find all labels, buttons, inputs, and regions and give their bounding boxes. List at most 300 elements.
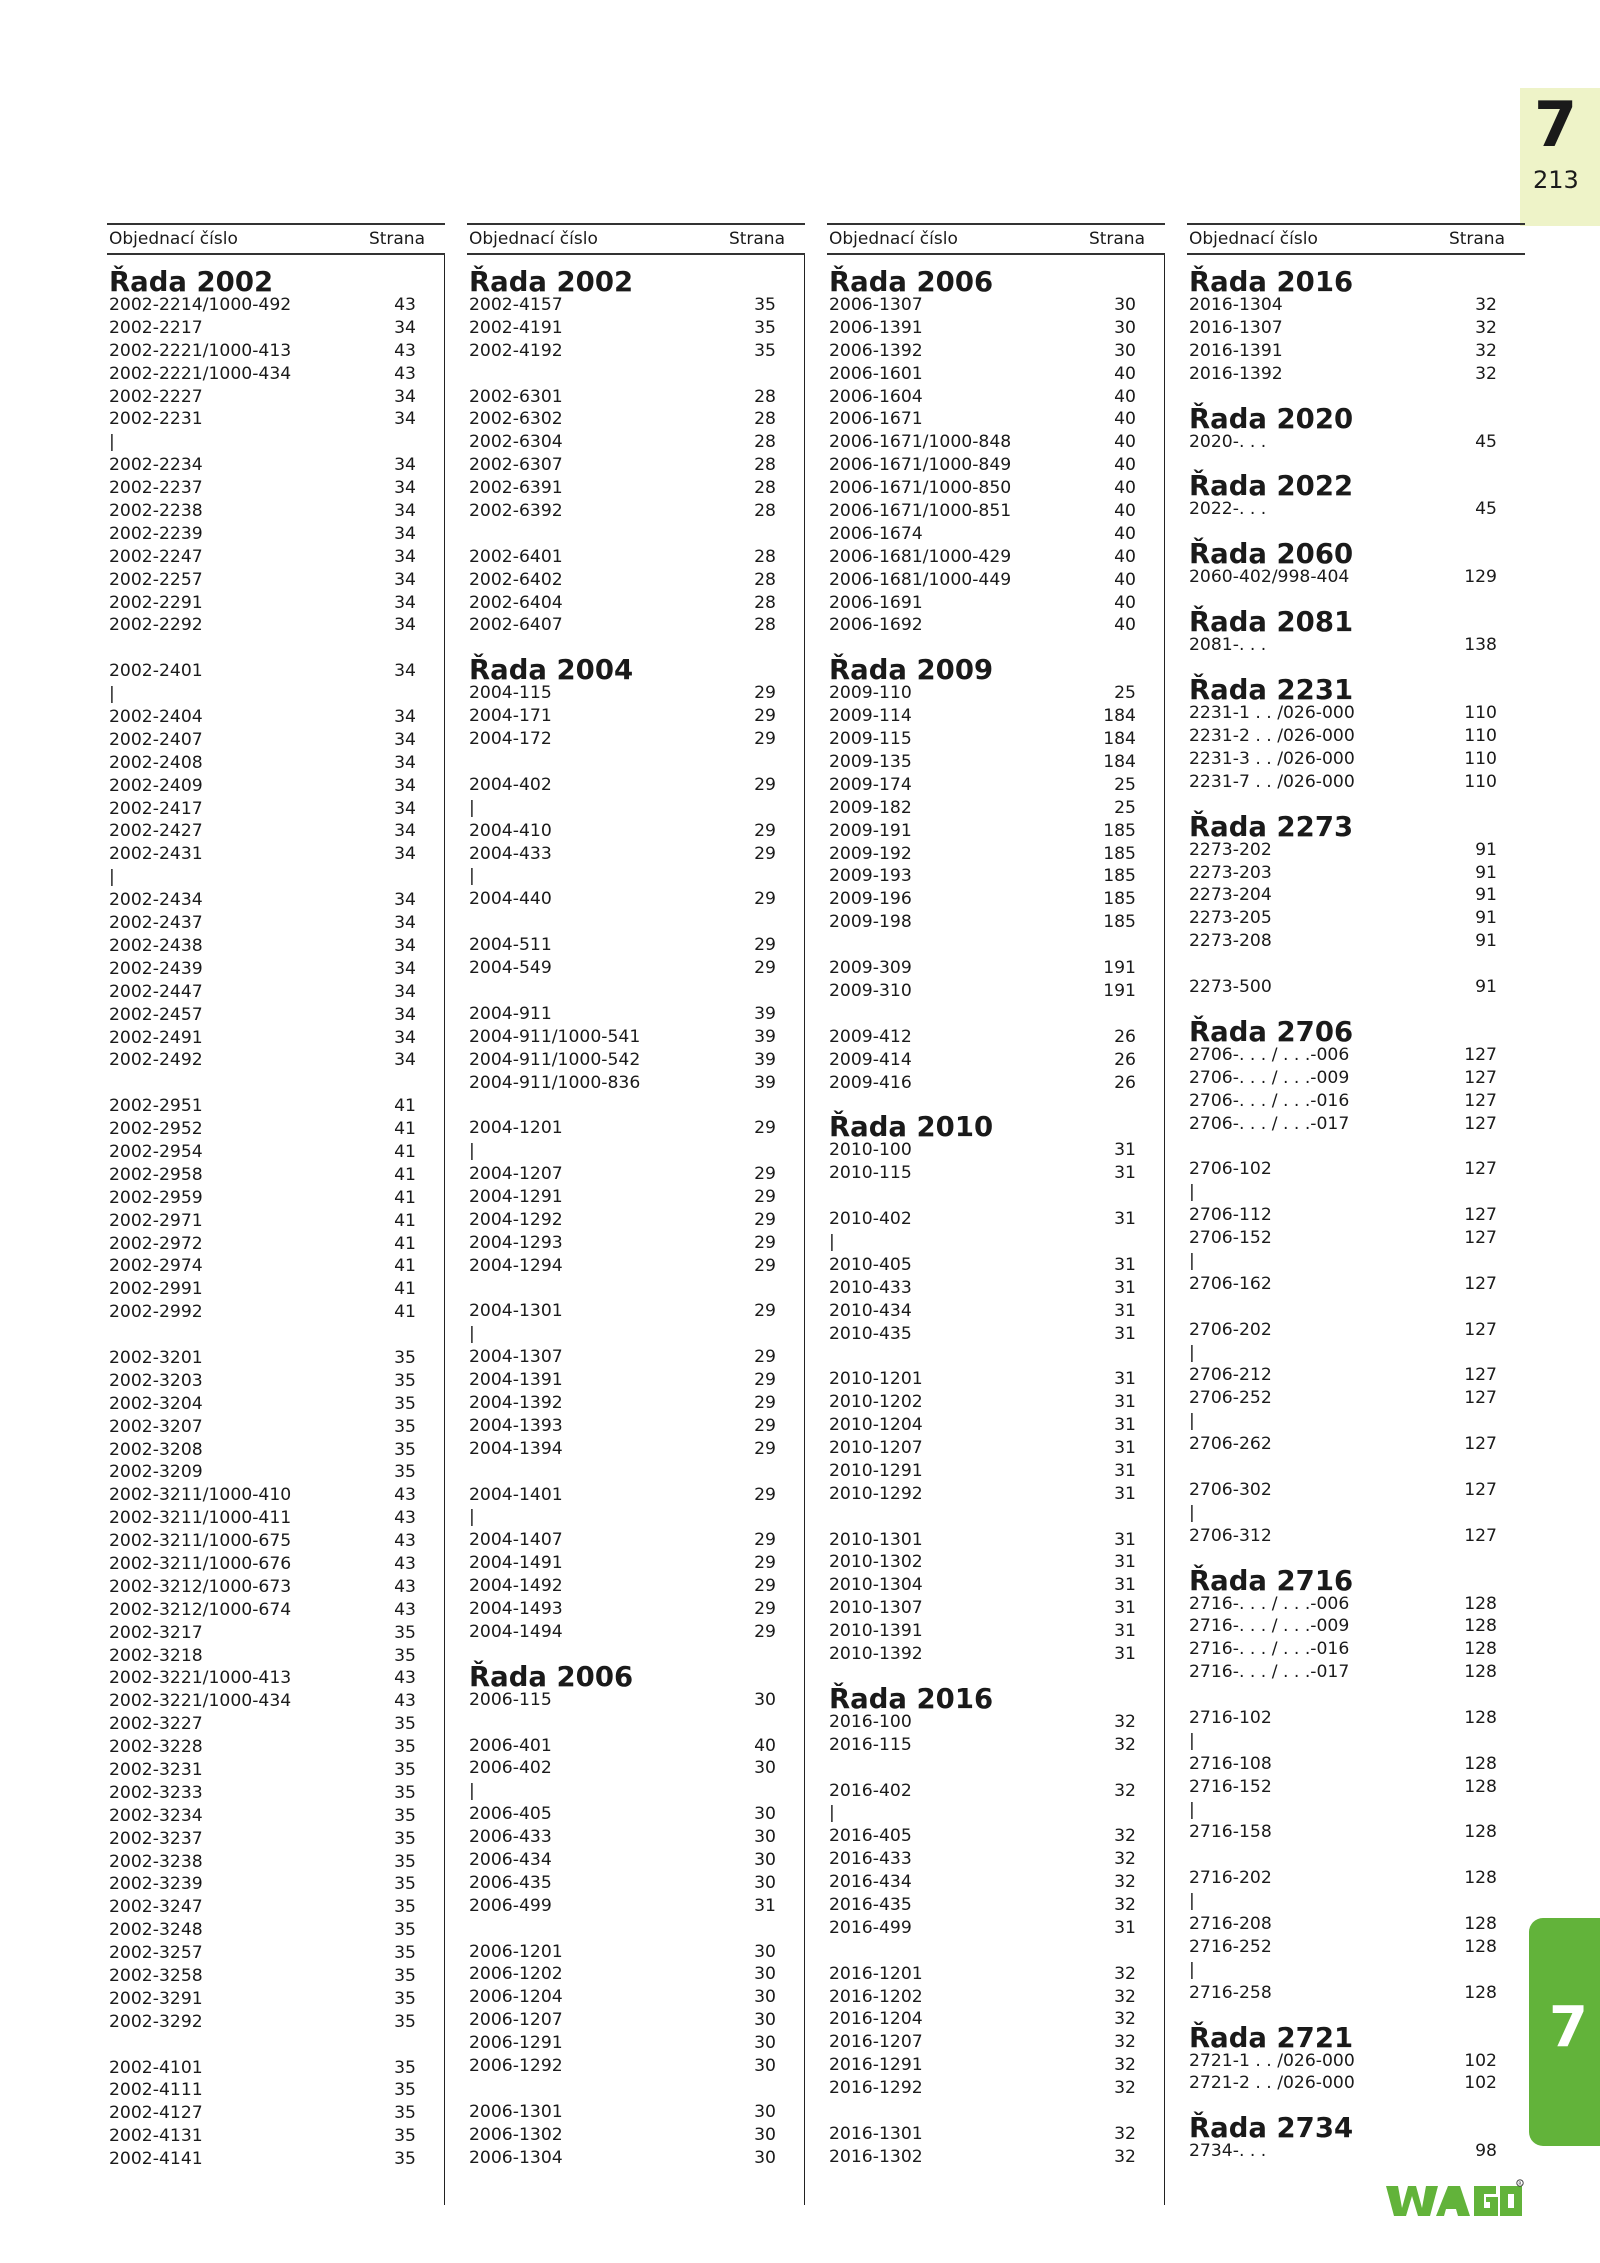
page-reference: 30	[754, 1827, 776, 1848]
index-row	[827, 1139, 1164, 1162]
page-reference: 26	[1114, 1026, 1136, 1047]
page-reference: 40	[754, 1735, 776, 1756]
index-row	[1187, 566, 1525, 589]
order-number: 2022-. . .	[1189, 499, 1267, 520]
index-row	[467, 1598, 804, 1621]
page-reference: 185	[1103, 866, 1136, 887]
index-row	[107, 1782, 444, 1805]
page-reference: 35	[394, 2149, 416, 2170]
index-row	[1187, 1661, 1525, 1684]
page-reference: 29	[754, 774, 776, 795]
order-number: 2006-1392	[829, 340, 923, 361]
order-number: 2004-1301	[469, 1301, 563, 1322]
index-row	[467, 1117, 804, 1140]
index-row	[107, 2125, 444, 2148]
page-reference: 25	[1114, 683, 1136, 704]
page-reference: 127	[1464, 1090, 1497, 1111]
index-row	[107, 981, 444, 1004]
order-number: 2716-102	[1189, 1707, 1272, 1728]
order-number: 2002-2404	[109, 707, 203, 728]
order-number: 2004-911/1000-541	[469, 1026, 641, 1047]
index-row	[467, 1689, 804, 1712]
order-number: |	[1189, 1342, 1195, 1363]
index-row	[107, 1393, 444, 1416]
order-number: 2231-7 . . /026-000	[1189, 771, 1355, 792]
page-reference: 43	[394, 1599, 416, 1620]
index-row	[827, 1437, 1164, 1460]
order-number: 2006-1292	[469, 2056, 563, 2077]
index-row	[827, 1551, 1164, 1574]
order-number: 2706-152	[1189, 1228, 1272, 1249]
index-row	[1187, 1090, 1525, 1113]
order-number: 2006-1302	[469, 2124, 563, 2145]
order-number: 2004-172	[469, 729, 552, 750]
index-row	[1187, 839, 1525, 862]
order-number: 2002-3211/1000-675	[109, 1531, 292, 1552]
page-reference: 34	[394, 913, 416, 934]
order-number: 2006-1601	[829, 363, 923, 384]
order-number: 2716-202	[1189, 1868, 1272, 1889]
index-row	[107, 1187, 444, 1210]
index-row	[467, 728, 804, 751]
index-row	[1187, 907, 1525, 930]
page-reference: 43	[394, 1508, 416, 1529]
page-reference: 32	[1475, 363, 1497, 384]
index-row	[827, 500, 1164, 523]
page-reference: 128	[1464, 1776, 1497, 1797]
order-number: 2002-2954	[109, 1141, 203, 1162]
order-number: 2002-4111	[109, 2080, 203, 2101]
order-number: 2016-1207	[829, 2032, 923, 2053]
index-row	[107, 363, 444, 386]
index-row	[107, 660, 444, 683]
row-gap	[107, 1072, 444, 1095]
page-reference	[732, 1780, 776, 1803]
page-reference: 128	[1464, 1913, 1497, 1934]
order-number: 2002-2437	[109, 913, 203, 934]
index-row	[467, 1232, 804, 1255]
page-reference: 28	[754, 432, 776, 453]
index-row	[827, 1231, 1164, 1254]
row-gap	[827, 2100, 1164, 2123]
page-reference: 35	[394, 1897, 416, 1918]
page-reference: 43	[394, 1485, 416, 1506]
index-row	[467, 614, 804, 637]
page-reference: 29	[754, 1370, 776, 1391]
page-reference: 40	[1114, 615, 1136, 636]
page-reference: 29	[754, 706, 776, 727]
order-number: 2009-193	[829, 866, 912, 887]
series-heading: Řada 2006	[829, 266, 994, 298]
page-reference: 31	[1114, 1598, 1136, 1619]
index-row	[1187, 748, 1525, 771]
page-reference: 32	[1114, 1711, 1136, 1732]
order-number: 2004-115	[469, 683, 552, 704]
index-row	[107, 1439, 444, 1462]
index-row	[1187, 1364, 1525, 1387]
order-number: 2010-1202	[829, 1392, 923, 1413]
chapter-side-tab[interactable]	[1529, 1918, 1600, 2146]
order-number: 2002-2247	[109, 546, 203, 567]
index-row	[827, 2008, 1164, 2031]
index-row	[107, 1004, 444, 1027]
page-reference: 127	[1464, 1525, 1497, 1546]
index-row	[467, 1735, 804, 1758]
index-row	[827, 477, 1164, 500]
page-reference: 34	[394, 752, 416, 773]
series-heading: Řada 2010	[829, 1111, 994, 1144]
page-reference: 29	[754, 1392, 776, 1413]
series-heading: Řada 2721	[1189, 2021, 1354, 2054]
order-number: 2004-1391	[469, 1370, 563, 1391]
index-row	[467, 1552, 804, 1575]
page-reference: 31	[1114, 1575, 1136, 1596]
order-number: 2016-402	[829, 1780, 912, 1801]
page-reference: 43	[394, 1691, 416, 1712]
page-reference: 40	[1114, 592, 1136, 613]
page-reference: 39	[754, 1026, 776, 1047]
order-number: |	[469, 866, 475, 887]
index-row	[1187, 862, 1525, 885]
series-heading: Řada 2016	[1189, 266, 1354, 298]
index-row	[827, 1574, 1164, 1597]
order-number: 2002-2409	[109, 775, 203, 796]
page-reference: 35	[754, 340, 776, 361]
page-reference: 128	[1464, 1822, 1497, 1843]
order-number: 2004-1292	[469, 1209, 563, 1230]
index-row	[1187, 1936, 1525, 1959]
index-row	[467, 500, 804, 523]
index-row	[827, 1848, 1164, 1871]
index-row	[467, 774, 804, 797]
page-reference: 110	[1464, 703, 1497, 724]
index-row	[107, 1942, 444, 1965]
order-number: 2016-1204	[829, 2009, 923, 2030]
order-number: 2002-2408	[109, 752, 203, 773]
series-heading: Řada 2716	[1189, 1564, 1354, 1597]
page-reference: 35	[394, 1737, 416, 1758]
index-row	[827, 614, 1164, 637]
page-reference: 128	[1464, 1639, 1497, 1660]
page-reference: 34	[394, 592, 416, 613]
order-number: 2002-3247	[109, 1897, 203, 1918]
order-number: 2004-402	[469, 774, 552, 795]
order-number: 2002-3258	[109, 1966, 203, 1987]
order-number: 2002-2401	[109, 661, 203, 682]
index-row	[107, 386, 444, 409]
order-number: |	[469, 1324, 475, 1345]
order-number: 2006-1671/1000-849	[829, 455, 1012, 476]
order-number: 2002-4131	[109, 2126, 203, 2147]
index-row	[467, 477, 804, 500]
order-number: 2010-1301	[829, 1529, 923, 1550]
header-order-number: Objednací číslo	[109, 229, 238, 249]
page-reference	[1092, 1231, 1136, 1254]
order-number: 2081-. . .	[1189, 635, 1267, 656]
row-gap	[107, 1324, 444, 1347]
index-row	[467, 1186, 804, 1209]
order-number: 2002-4141	[109, 2149, 203, 2170]
page-reference: 102	[1464, 2073, 1497, 2094]
page-reference: 34	[394, 386, 416, 407]
order-number: 2004-1493	[469, 1598, 563, 1619]
page-reference: 35	[394, 1714, 416, 1735]
order-number: 2009-115	[829, 729, 912, 750]
index-row	[1187, 1433, 1525, 1456]
order-number: 2006-433	[469, 1827, 552, 1848]
page-reference: 35	[394, 1645, 416, 1666]
index-row	[107, 569, 444, 592]
page-reference: 34	[394, 1050, 416, 1071]
series-heading: Řada 2081	[1189, 606, 1354, 639]
page-reference: 32	[1114, 1963, 1136, 1984]
page-reference: 34	[394, 523, 416, 544]
index-row	[827, 797, 1164, 820]
page-reference: 35	[754, 317, 776, 338]
page-reference	[1453, 1959, 1497, 1982]
index-row	[467, 546, 804, 569]
page-reference: 35	[754, 295, 776, 315]
index-row	[1187, 294, 1525, 317]
row-gap	[107, 2034, 444, 2057]
page-reference: 34	[394, 455, 416, 476]
row-gap	[467, 1461, 804, 1484]
page-reference: 34	[394, 661, 416, 682]
index-row	[107, 843, 444, 866]
index-row	[467, 1438, 804, 1461]
order-number: 2002-2407	[109, 729, 203, 750]
page-reference: 28	[754, 455, 776, 476]
page-reference: 30	[754, 1941, 776, 1962]
index-row	[107, 1553, 444, 1576]
page-reference	[1453, 1730, 1497, 1753]
page-reference: 34	[394, 546, 416, 567]
index-row	[107, 912, 444, 935]
index-row	[107, 2148, 444, 2171]
index-row	[107, 1576, 444, 1599]
order-number: 2002-6301	[469, 386, 563, 407]
series-heading: Řada 2020	[1189, 402, 1354, 435]
order-number: 2004-911/1000-542	[469, 1049, 641, 1070]
index-row	[1187, 1158, 1525, 1181]
index-row	[467, 1621, 804, 1644]
order-number: 2716-. . . / . . .-016	[1189, 1639, 1350, 1660]
page-reference: 34	[394, 501, 416, 522]
index-row	[467, 1140, 804, 1163]
page-reference: 39	[754, 1003, 776, 1024]
order-number: 2002-2214/1000-492	[109, 295, 292, 315]
order-number: |	[1189, 1959, 1195, 1980]
order-number: 2273-202	[1189, 839, 1272, 860]
order-number: 2002-2971	[109, 1210, 203, 1231]
page-reference: 32	[1114, 1826, 1136, 1847]
page-reference: 34	[394, 935, 416, 956]
index-row	[827, 865, 1164, 888]
row-gap	[1187, 1844, 1525, 1867]
page-reference: 35	[394, 1988, 416, 2009]
order-number: 2002-3212/1000-674	[109, 1599, 292, 1620]
page-reference: 29	[754, 1164, 776, 1185]
index-row	[467, 2032, 804, 2055]
order-number: 2006-1681/1000-429	[829, 546, 1012, 567]
index-row	[1187, 1410, 1525, 1433]
index-row	[467, 1072, 804, 1095]
page-reference: 30	[754, 2056, 776, 2077]
page-reference: 32	[1114, 1986, 1136, 2007]
order-number: 2706-262	[1189, 1434, 1272, 1455]
page-reference	[732, 1506, 776, 1529]
page-reference: 91	[1475, 977, 1497, 998]
index-row	[827, 1277, 1164, 1300]
page-reference: 127	[1464, 1228, 1497, 1249]
order-number: |	[1189, 1502, 1195, 1523]
page-reference: 30	[754, 2147, 776, 2168]
index-row	[827, 1483, 1164, 1506]
order-number: 2002-3257	[109, 1943, 203, 1964]
order-number: 2010-1204	[829, 1415, 923, 1436]
page-reference: 185	[1103, 820, 1136, 841]
index-row	[107, 1347, 444, 1370]
order-number: |	[109, 684, 115, 705]
page-reference: 35	[394, 1439, 416, 1460]
page-reference: 43	[394, 295, 416, 315]
page-reference: 32	[1114, 1780, 1136, 1801]
page-reference: 31	[1114, 1209, 1136, 1230]
page-reference: 29	[754, 1347, 776, 1368]
index-row	[1187, 1479, 1525, 1502]
order-number: 2009-182	[829, 797, 912, 818]
order-number: 2002-3211/1000-676	[109, 1553, 292, 1574]
order-number: 2016-100	[829, 1711, 912, 1732]
order-number: 2004-511	[469, 935, 552, 956]
index-row	[107, 775, 444, 798]
order-number: 2002-6391	[469, 478, 563, 499]
page-reference: 31	[1114, 1369, 1136, 1390]
index-row	[107, 820, 444, 843]
index-row	[827, 340, 1164, 363]
page-reference: 34	[394, 775, 416, 796]
order-number: 2004-1494	[469, 1621, 563, 1642]
index-row	[1187, 1982, 1525, 2005]
column-body	[1187, 255, 1525, 2205]
page-reference: 128	[1464, 1936, 1497, 1957]
page-reference: 184	[1103, 729, 1136, 750]
order-number: 2060-402/998-404	[1189, 567, 1350, 588]
order-number: 2002-2439	[109, 958, 203, 979]
order-number: 2734-. . .	[1189, 2141, 1267, 2162]
order-number: 2006-1204	[469, 1987, 563, 2008]
index-row	[107, 1530, 444, 1553]
page-reference: 28	[754, 386, 776, 407]
page-reference: 30	[754, 2101, 776, 2122]
page-reference: 34	[394, 409, 416, 430]
page-reference: 127	[1464, 1159, 1497, 1180]
index-row	[1187, 1776, 1525, 1799]
order-number: 2002-3292	[109, 2011, 203, 2032]
order-number: 2006-1291	[469, 2033, 563, 2054]
index-row	[107, 500, 444, 523]
index-row	[1187, 1113, 1525, 1136]
index-row	[1187, 930, 1525, 953]
index-row	[467, 820, 804, 843]
index-row	[827, 2123, 1164, 2146]
header-page: Strana	[1448, 229, 1505, 249]
index-row	[1187, 1319, 1525, 1342]
page-reference: 127	[1464, 1205, 1497, 1226]
page-reference: 128	[1464, 1707, 1497, 1728]
order-number: 2006-1671/1000-851	[829, 501, 1012, 522]
order-number: 2002-2974	[109, 1256, 203, 1277]
page-reference: 91	[1475, 839, 1497, 860]
index-row	[467, 797, 804, 820]
index-row	[827, 682, 1164, 705]
series-heading: Řada 2060	[1189, 538, 1354, 571]
order-number: 2002-2291	[109, 592, 203, 613]
order-number: |	[1189, 1250, 1195, 1271]
index-row	[1187, 1044, 1525, 1067]
page-reference: 41	[394, 1141, 416, 1162]
order-number: |	[1189, 1182, 1195, 1203]
page-reference: 35	[394, 1622, 416, 1643]
order-number: 2004-1293	[469, 1232, 563, 1253]
index-row	[467, 1049, 804, 1072]
index-row	[107, 614, 444, 637]
index-row	[107, 1095, 444, 1118]
index-row	[467, 1255, 804, 1278]
index-column	[107, 223, 445, 2205]
index-row	[827, 1780, 1164, 1803]
index-row	[827, 2054, 1164, 2077]
order-number: 2016-435	[829, 1895, 912, 1915]
header-page: Strana	[1088, 229, 1145, 249]
order-number: 2009-135	[829, 752, 912, 773]
row-gap	[467, 980, 804, 1003]
index-row	[827, 1300, 1164, 1323]
order-number: 2009-310	[829, 980, 912, 1001]
page-reference: 31	[1114, 1300, 1136, 1321]
page-reference: 34	[394, 958, 416, 979]
order-number: 2002-2221/1000-413	[109, 340, 292, 361]
row-gap	[467, 1712, 804, 1735]
order-number: 2006-1692	[829, 615, 923, 636]
index-row	[467, 592, 804, 615]
index-row	[1187, 2140, 1525, 2163]
order-number: 2706-. . . / . . .-006	[1189, 1044, 1350, 1065]
page-reference: 29	[754, 1186, 776, 1207]
page-reference: 102	[1464, 2050, 1497, 2071]
order-number: 2009-110	[829, 683, 912, 704]
index-row	[107, 1210, 444, 1233]
order-number: 2004-1307	[469, 1347, 563, 1368]
page-reference: 91	[1475, 908, 1497, 929]
series-heading: Řada 2009	[829, 654, 994, 687]
order-number: 2002-3248	[109, 1920, 203, 1941]
order-number: 2006-1301	[469, 2101, 563, 2122]
page-reference: 128	[1464, 1662, 1497, 1683]
index-row	[1187, 1342, 1525, 1365]
row-gap	[1187, 1135, 1525, 1158]
page-reference: 128	[1464, 1616, 1497, 1637]
page-reference: 91	[1475, 885, 1497, 906]
order-number: 2002-3208	[109, 1439, 203, 1460]
order-number: 2009-192	[829, 843, 912, 864]
index-row	[467, 1963, 804, 1986]
index-row	[107, 1599, 444, 1622]
page-reference: 32	[1114, 2146, 1136, 2167]
order-number: 2002-2959	[109, 1187, 203, 1208]
page-reference	[732, 1323, 776, 1346]
page-reference: 31	[1114, 1392, 1136, 1413]
